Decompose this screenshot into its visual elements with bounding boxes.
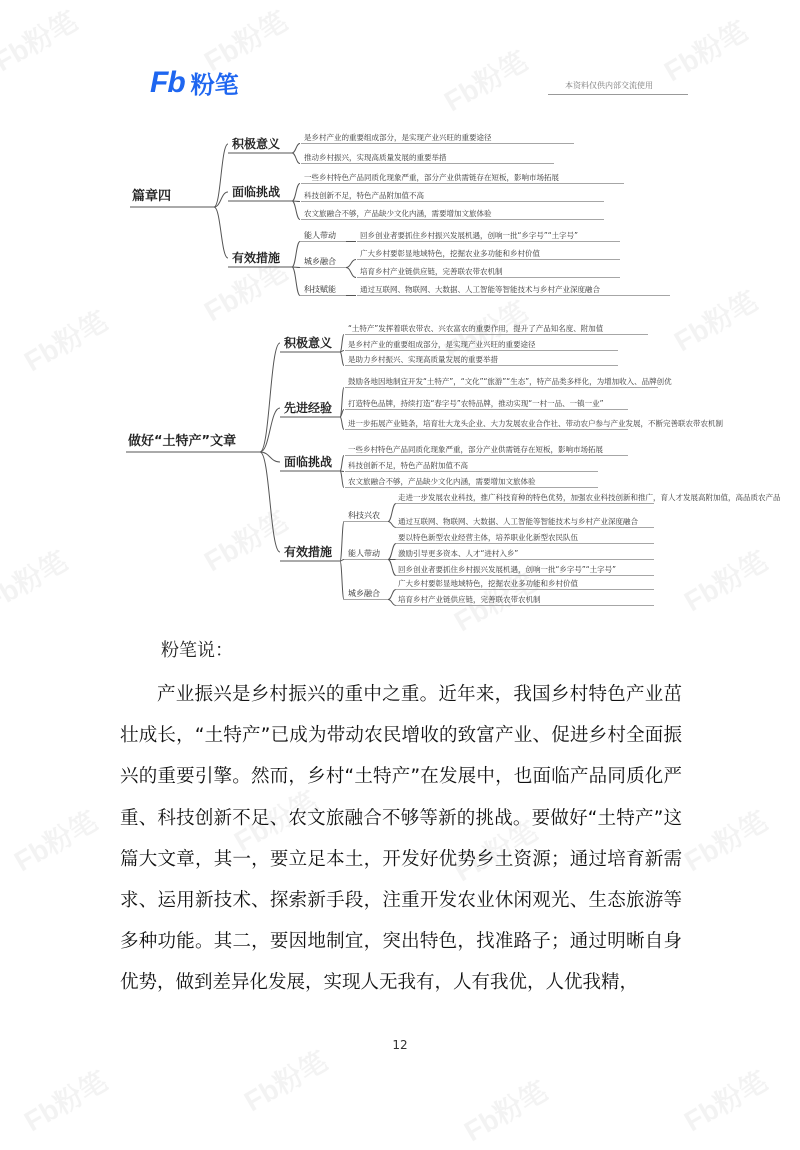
mindmap-connector [260,408,280,452]
mindmap-leaf-text: 推动乡村振兴，实现高质量发展的重要举措 [304,153,447,162]
commentary-label: 粉笔说： [161,640,233,661]
mindmap-section-title: 有效措施 [232,251,281,265]
mindmap-root-label: 做好“土特产”文章 [128,434,237,449]
mindmap-leaf-text: 是乡村产业的重要组成部分，是实现产业兴旺的重要途径 [304,133,492,142]
mindmap-connector [340,417,344,430]
mindmap-connector [340,471,344,488]
mindmap-connector [292,242,300,268]
mindmap-connector [388,544,396,560]
mindmap-connector [340,352,344,366]
mindmap-group-label: 科技兴农 [348,511,380,520]
mindmap-section-title: 面临挑战 [284,455,333,469]
logo-mark: Fb [150,65,185,99]
mindmap-group-label: 能人带动 [348,549,380,558]
mindmap-leaf-text: 是乡村产业的重要组成部分，是实现产业兴旺的重要途径 [348,340,536,349]
mindmap-connector [292,184,300,202]
mindmap-leaf-text: 培育乡村产业链供应链，完善联农带农机制 [398,595,541,604]
mindmap-leaf-text: 培育乡村产业链供应链，完善联农带农机制 [360,267,503,276]
mindmap-leaf-text: 回乡创业者要抓住乡村振兴发展机遇，创响一批“乡字号”“土字号” [360,231,579,240]
mindmap-leaf-text: 进一步拓展产业链条，培育壮大龙头企业、大力发展农业合作社、带动农户参与产业发展，不断完善联农带农机制 [348,419,723,428]
mindmap-leaf-text: 激励引导更多资本、人才“进村入乡” [398,549,519,558]
mindmap-connector [340,335,344,353]
mindmap-group-label: 科技赋能 [304,285,336,294]
mindmap-leaf-text: 一些乡村特色产品同质化现象严重，部分产业供需链存在短板，影响市场拓展 [348,445,603,454]
watermark-text [676,1060,774,1140]
mindmap-leaf-text: 科技创新不足，特色产品附加值不高 [348,461,468,470]
mindmap-connector [346,268,356,278]
watermark-text [456,1070,554,1150]
mindmap-group-label: 城乡融合 [348,589,380,598]
mindmap-connector [340,410,344,418]
mindmap-section-title: 先进经验 [284,401,333,415]
mindmap-connector [388,522,396,528]
mindmap-connector [292,267,300,296]
logo-text: 粉笔 [190,71,239,99]
mindmap-connector [292,144,300,154]
mindmap-connector [292,201,300,220]
mindmap-connector [260,452,280,462]
mindmap-section-title: 面临挑战 [232,185,281,199]
watermark-text [6,800,104,880]
mindmap-leaf-text: 要以特色新型农业经营主体，培养职业化新型农民队伍 [398,533,578,542]
mindmap-connector [292,153,300,164]
mindmap-leaf-text: 科技创新不足，特色产品附加值不高 [304,191,424,200]
mindmap-connector [388,504,396,522]
mindmap-leaf-text: 鼓励各地因地制宜开发“土特产”，“文化”“旅游”“生态”，特产品类多样化，为增加收入、品牌创优 [348,377,672,386]
mindmap-leaf-text: 是助力乡村振兴、实现高质量发展的重要举措 [348,355,498,364]
watermark-text [676,800,774,880]
mindmap-group-label: 能人带动 [304,231,336,240]
mindmap-leaf-text: 走进一步发展农业科技，推广科技育种的特色优势，加强农业科技创新和推广，育人才发展高附加值，高品质农产品 [398,493,781,502]
mindmap-connector [260,452,280,552]
mindmap-connector [388,560,396,576]
mindmap-leaf-text: 回乡创业者要抓住乡村振兴发展机遇，创响一批“乡字号”“土字号” [398,565,617,574]
mindmap-connector [214,144,228,207]
internal-use-notice: 本资料仅供内部交流使用 [565,81,653,90]
mindmap-leaf-text: 通过互联网、物联网、大数据、人工智能等智能技术与乡村产业深度融合 [360,285,600,294]
mindmap-leaf-text: 一些乡村特色产品同质化现象严重，部分产业供需链存在短板，影响市场拓展 [304,173,559,182]
mindmap-connector [340,522,344,562]
mindmap-section-title: 积极意义 [284,336,333,350]
mindmap-leaf-text: 农文旅融合不够，产品缺少文化内涵，需要增加文旅体验 [348,477,536,486]
mindmap-connector [346,260,356,268]
mindmap-group-label: 城乡融合 [304,257,336,266]
mindmap-root-label: 篇章四 [132,189,172,204]
mindmap-connector [388,590,396,600]
page-number: 12 [392,1038,408,1052]
mindmap-leaf-text: “土特产”发挥着联农带农、兴农富农的重要作用，提升了产品知名度、附加值 [348,324,604,333]
mindmap-section-title: 有效措施 [284,545,333,559]
mindmap-connector [340,561,344,600]
watermark-text [16,1060,114,1140]
mindmap-connector [214,207,228,258]
mindmap-leaf-text: 打造特色品牌，持续打造“春字号”农特品牌，推动实现“一村一品、一镇一业” [348,399,604,408]
mindmap-connector [340,456,344,472]
mindmap-connector [260,343,280,452]
commentary-paragraph: 产业振兴是乡村振兴的重中之重。近年来，我国乡村特色产业茁壮成长，“土特产”已成为带动农民增收的致富产业、促进乡村全面振兴的重要引擎。然而，乡村“土特产”在发展中，也面临产品同质化严重、科技创新不足、农文旅融合不够等新的挑战。要做好“土特产”这篇大文章，其一，要立足本土，开发好优势乡土资源；通过培育新需求、运用新技术、探索新手段，注重开发农业休闲观光、生态旅游等多种功能。其二，要因地制宜，突出特色，找准路子；通过明晰自身优势，做到差异化发展，实现人无我有，人有我优，人优我精， [120,684,682,994]
mindmap-connector [292,267,300,268]
mindmap-leaf-text: 通过互联网、物联网、大数据、人工智能等智能技术与乡村产业深度融合 [398,517,638,526]
mindmap-section-title: 积极意义 [232,137,281,151]
mindmap-leaf-text: 广大乡村要彰显地域特色，挖掘农业多功能和乡村价值 [360,249,540,258]
mindmap-leaf-text: 农文旅融合不够，产品缺少文化内涵，需要增加文旅体验 [304,209,492,218]
mindmap-connector [388,600,396,606]
mindmap-leaf-text: 广大乡村要彰显地域特色，挖掘农业多功能和乡村价值 [398,579,578,588]
watermark-text [236,1040,334,1120]
